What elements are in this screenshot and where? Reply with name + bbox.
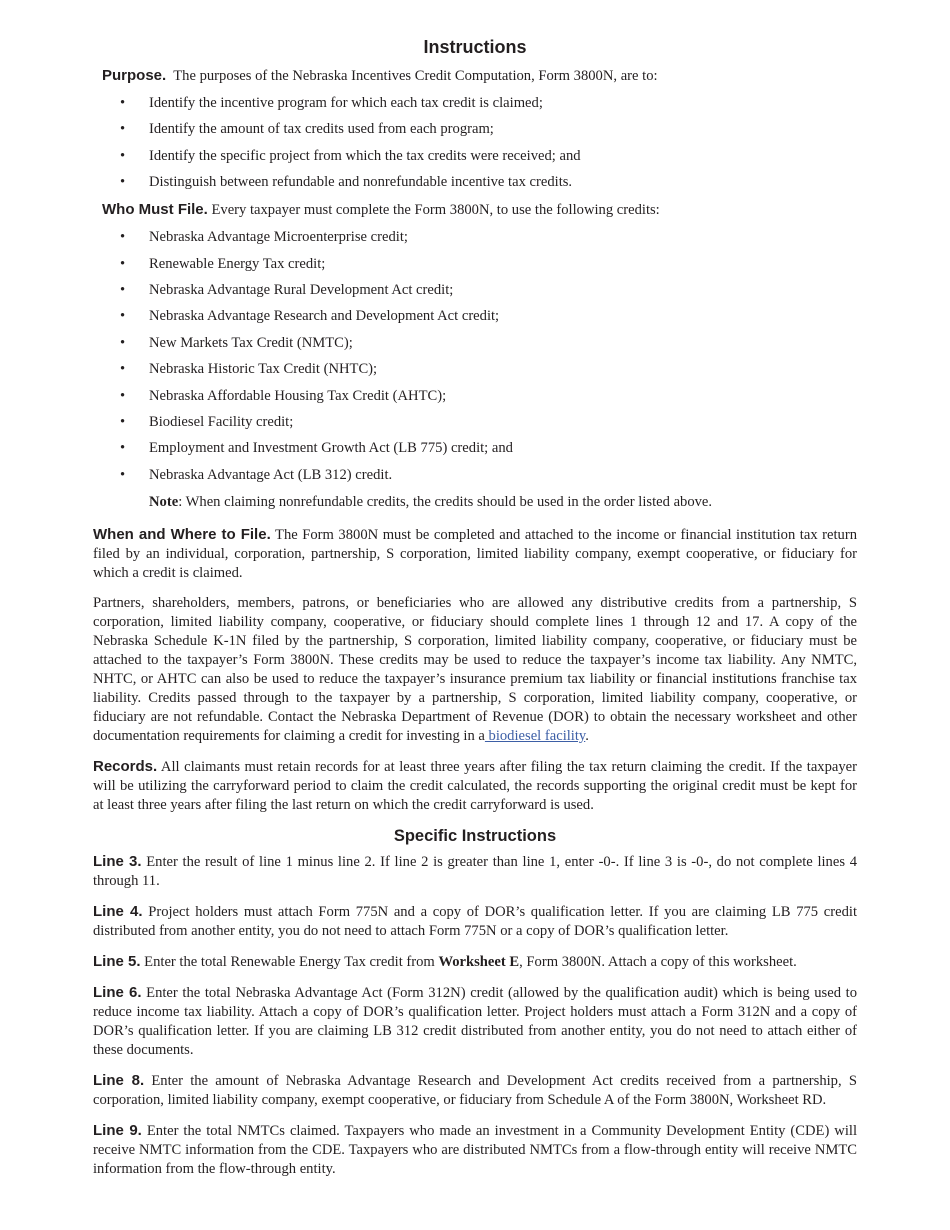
list-item: • Nebraska Historic Tax Credit (NHTC);	[120, 361, 378, 378]
line-8-instruction: Line 8. Enter the amount of Nebraska Advantage Research and Development Act credits received from a partnership, S corporation, limited liability company, exempt cooperative, or fiduciary from Schedule A of the Form 3800N, Worksheet RD.	[93, 1071, 857, 1108]
list-item: • Employment and Investment Growth Act (LB 775) credit; and	[120, 440, 513, 457]
line-9-instruction: Line 9. Enter the total NMTCs claimed. Taxpayers who made an investment in a Community Development Entity (CDE) will receive NMTC information from the CDE. Taxpayers who are distributed NMTCs from a flow-through entity will receive NMTC information from the flow-through entity.	[93, 1121, 857, 1177]
instructions-page	[93, 36, 857, 1190]
line-6-instruction: Line 6. Enter the total Nebraska Advantage Act (Form 312N) credit (allowed by the qualification audit) which is being used to reduce income tax liability. Attach a copy of DOR’s qualification letter. Project holders must attach a Form 312N and a copy of DOR’s qualification letter. If you are claiming LB 312 credit distributed from another entity, you do not need to attach either of these documents.	[93, 983, 857, 1058]
purpose-heading: Purpose.	[102, 67, 167, 84]
specific-instructions-title: Specific Instructions	[393, 826, 557, 845]
records-paragraph	[93, 757, 857, 815]
list-item: • Nebraska Advantage Act (LB 312) credit.	[120, 466, 393, 483]
records-heading: Records.	[93, 757, 158, 775]
records-text: All claimants must retain records for at least three years after filing the tax return claiming the credit. If the taxpayer will be utilizing the carryforward period to claim the credit calculated, the records supporting the original credit must be kept for at least three years after filing the last return on which the credit carryforward is used.	[93, 758, 857, 813]
who-must-file-text: Every taxpayer must complete the Form 3800N, to use the following credits:	[211, 202, 660, 219]
page-title: Instructions	[423, 37, 527, 57]
note-label: Note	[149, 493, 179, 510]
line-5-instruction: Line 5. Enter the total Renewable Energy Tax credit from Worksheet E, Form 3800N. Attach a copy of this worksheet.	[93, 952, 797, 970]
when-where-heading: When and Where to File.	[93, 525, 271, 543]
list-item: • Identify the incentive program for which each tax credit is claimed;	[120, 95, 543, 111]
partners-text: Partners, shareholders, members, patrons, or beneficiaries who are allowed any distributive credits from a partnership, S corporation, limited liability company, cooperative, or fiduciary should complete lines 1 through 12 and 17. A copy of the Nebraska Schedule K-1N filed by the partnership, S corporation, limited liability company, cooperative, or fiduciary must be attached to the taxpayer’s Form 3800N. These credits may be used to reduce the taxpayer’s income tax liability. Any NMTC, NHTC, or AHTC can also be used to reduce the taxpayer’s insurance premium tax liability or financial institutions franchise tax liability. Credits passed through to the taxpayer by a partnership, S corporation, limited liability company, cooperative, or fiduciary are not refundable. Contact the Nebraska Department of Revenue (DOR) to obtain the necessary worksheet and other documentation requirements for claiming a credit for investing in a	[93, 594, 857, 744]
order-note	[149, 493, 857, 512]
list-item: • Identify the specific project from which the tax credits were received; and	[120, 147, 581, 164]
list-item: • New Markets Tax Credit (NMTC);	[120, 334, 353, 351]
who-must-file-heading: Who Must File.	[102, 201, 208, 219]
list-item: • Biodiesel Facility credit;	[120, 413, 294, 430]
when-where-paragraph	[93, 525, 857, 583]
list-item: • Nebraska Advantage Research and Development Act credit;	[120, 308, 500, 325]
list-item: • Nebraska Advantage Microenterprise credit;	[120, 229, 408, 246]
purpose-intro	[102, 66, 857, 86]
worksheet-e-reference: Worksheet E	[438, 953, 520, 970]
biodiesel-facility-link[interactable]: biodiesel facility	[484, 727, 586, 744]
line-4-instruction: Line 4. Project holders must attach Form 775N and a copy of DOR’s qualification letter. If you are claiming LB 775 credit distributed from another entity, you do not need to attach Form 775N or a copy of DOR’s qualification letter.	[93, 902, 857, 939]
who-must-file-intro	[102, 200, 857, 220]
purpose-text: The purposes of the Nebraska Incentives Credit Computation, Form 3800N, are to:	[173, 68, 658, 84]
list-item: • Nebraska Advantage Rural Development Act credit;	[120, 281, 454, 298]
list-item: • Distinguish between refundable and nonrefundable incentive tax credits.	[120, 174, 573, 191]
purpose-list	[93, 94, 857, 192]
partners-paragraph: Partners, shareholders, members, patrons, or beneficiaries who are allowed any distributive credits from a partnership, S corporation, limited liability company, cooperative, or fiduciary should complete lines 1 through 12 and 17. A copy of the Nebraska Schedule K-1N filed by the partnership, S corporation, limited liability company, cooperative, or fiduciary must be attached to the taxpayer’s Form 3800N. These credits may be used to reduce the taxpayer’s income tax liability. Any NMTC, NHTC, or AHTC can also be used to reduce the taxpayer’s insurance premium tax liability or financial institutions franchise tax liability. Credits passed through to the taxpayer by a partnership, S corporation, limited liability company, cooperative, or fiduciary are not refundable. Contact the Nebraska Department of Revenue (DOR) to obtain the necessary worksheet and other documentation requirements for claiming a credit for investing in a biodiesel facility.	[93, 594, 857, 744]
line-3-instruction: Line 3. Enter the result of line 1 minus line 2. If line 2 is greater than line 1, enter -0-. If line 3 is -0-, do not complete lines 4 through 11.	[93, 852, 857, 889]
list-item: • Nebraska Affordable Housing Tax Credit (AHTC);	[120, 387, 447, 404]
list-item: • Identify the amount of tax credits used from each program;	[120, 121, 494, 138]
credits-list	[93, 228, 857, 485]
when-where-text: The Form 3800N must be completed and attached to the income or financial institution tax return filed by an individual, corporation, partnership, S corporation, limited liability company, exempt cooperative, or fiduciary for which a credit is claimed.	[93, 526, 858, 581]
note-text: : When claiming nonrefundable credits, the credits should be used in the order listed above.	[178, 493, 713, 510]
list-item: • Renewable Energy Tax credit;	[120, 255, 326, 272]
